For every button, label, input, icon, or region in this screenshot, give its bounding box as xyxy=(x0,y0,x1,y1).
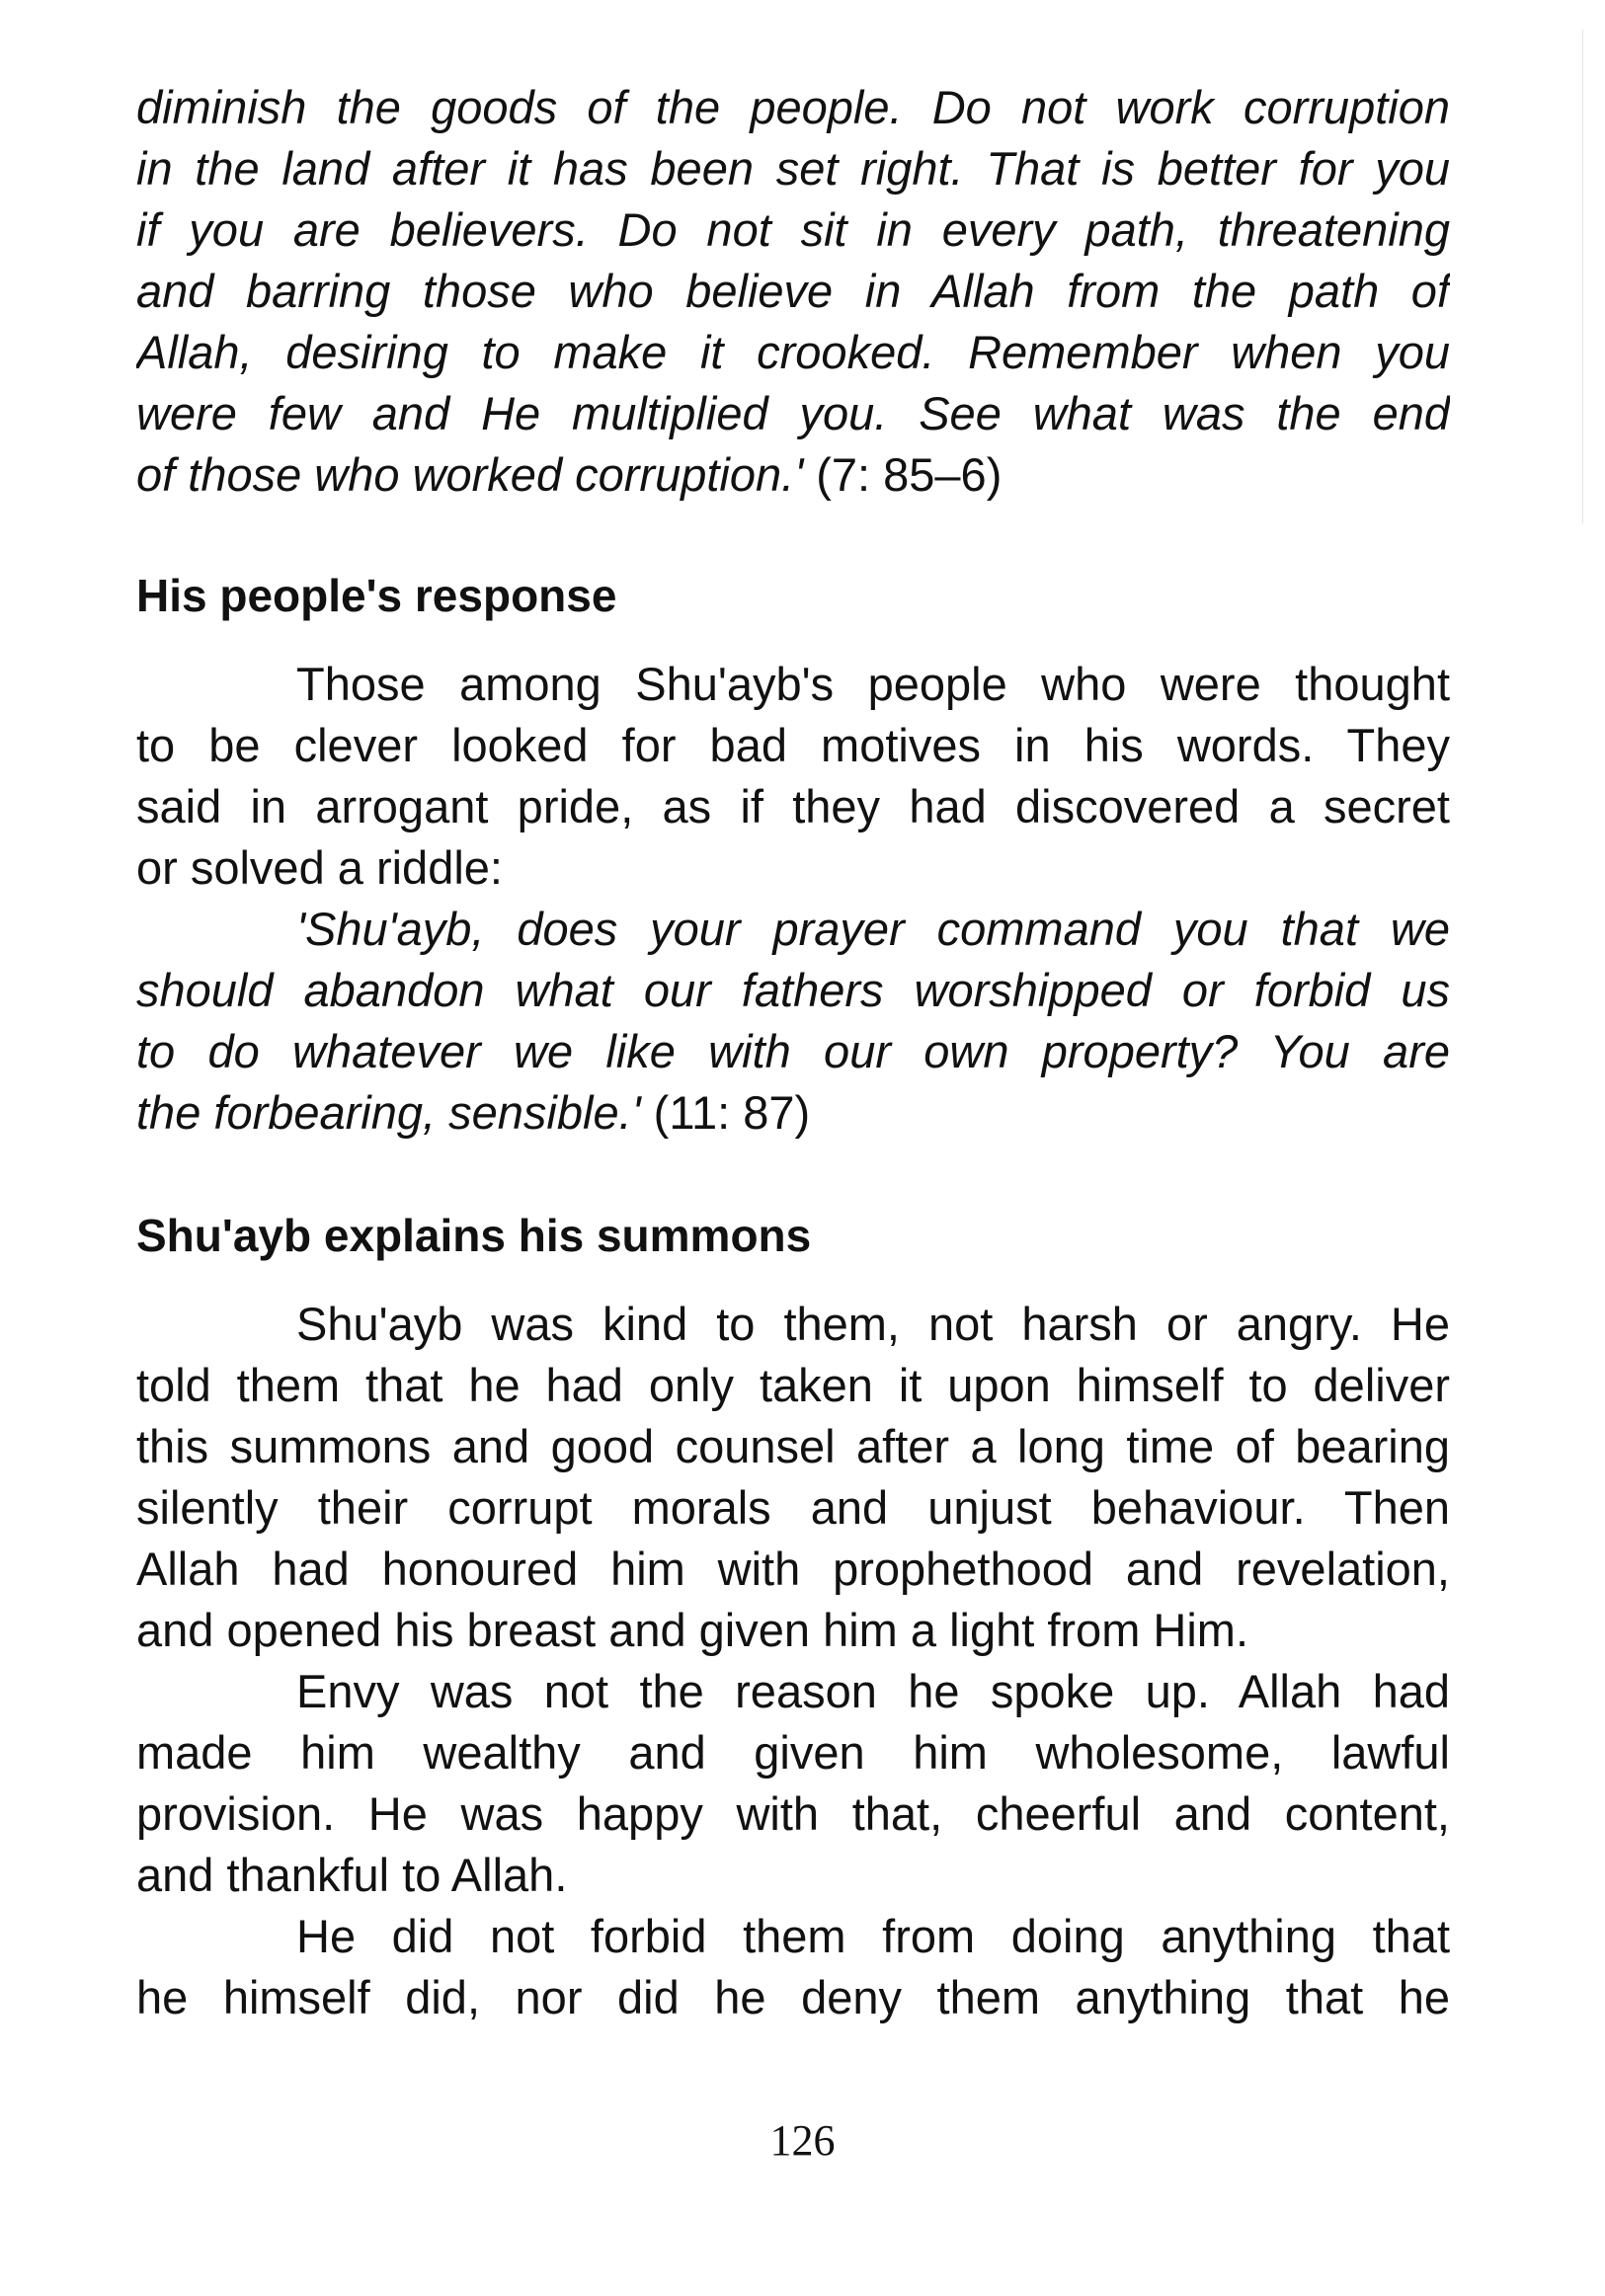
quote-line: Allah, desiring to make it crooked. Remember when you xyxy=(136,326,1450,378)
quote-line: were few and He multiplied you. See what was the end xyxy=(136,387,1450,439)
paragraph-line: provision. He was happy with that, cheerful and content, xyxy=(136,1787,1450,1840)
paragraph-line: Envy was not the reason he spoke up. Allah had xyxy=(296,1665,1450,1717)
paragraph-line: silently their corrupt morals and unjust behaviour. Then xyxy=(136,1481,1450,1534)
section-heading-peoples-response: His people's response xyxy=(136,570,617,621)
paragraph-line: made him wealthy and given him wholesome, lawful xyxy=(136,1726,1450,1779)
quote-line: 'Shu'ayb, does your prayer command you that we xyxy=(296,903,1450,955)
book-page xyxy=(136,77,1450,2028)
paragraph-line: he himself did, nor did he deny them anything that he xyxy=(136,1971,1450,2023)
page-number: 126 xyxy=(769,2116,836,2165)
paragraph-line: He did not forbid them from doing anything that xyxy=(296,1910,1450,1962)
paragraph-response xyxy=(136,654,1450,899)
quote-text: of those who worked corruption.' xyxy=(136,448,804,501)
paragraph-summons xyxy=(136,1294,1450,2028)
quote-line: and barring those who believe in Allah from the path of xyxy=(136,265,1450,317)
verse-reference: (11: 87) xyxy=(640,1086,811,1139)
quote-line: should abandon what our fathers worshipped or forbid us xyxy=(136,964,1450,1016)
paragraph-line: said in arrogant pride, as if they had discovered a secret xyxy=(136,780,1450,832)
quote-line: if you are believers. Do not sit in every path, threatening xyxy=(136,203,1450,256)
paragraph-line: Those among Shu'ayb's people who were thought xyxy=(296,658,1450,710)
quran-quote-11-87 xyxy=(136,899,1450,1144)
verse-reference: (7: 85–6) xyxy=(803,448,1003,501)
paragraph-line: or solved a riddle: xyxy=(136,841,503,894)
page-edge-rule xyxy=(1582,30,1583,523)
paragraph-line: Allah had honoured him with prophethood and revelation, xyxy=(136,1543,1450,1595)
quran-quote-7-85 xyxy=(136,77,1450,506)
quote-line: to do whatever we like with our own property? You are xyxy=(136,1025,1450,1077)
paragraph-line: this summons and good counsel after a long time of bearing xyxy=(136,1420,1450,1472)
paragraph-line: told them that he had only taken it upon himself to deliver xyxy=(136,1359,1450,1411)
section-heading-explains-summons: Shu'ayb explains his summons xyxy=(136,1210,812,1261)
quote-line xyxy=(136,1082,1450,1144)
quote-line: in the land after it has been set right. That is better for you xyxy=(136,142,1450,195)
quote-line: diminish the goods of the people. Do not work corruption xyxy=(136,81,1450,133)
paragraph-line: and thankful to Allah. xyxy=(136,1849,568,1901)
quote-text: the forbearing, sensible.' xyxy=(136,1086,641,1139)
quote-line xyxy=(136,444,1450,506)
paragraph-line: and opened his breast and given him a light from Him. xyxy=(136,1604,1249,1656)
paragraph-line: to be clever looked for bad motives in his words. They xyxy=(136,719,1450,771)
paragraph-line: Shu'ayb was kind to them, not harsh or angry. He xyxy=(296,1298,1450,1350)
